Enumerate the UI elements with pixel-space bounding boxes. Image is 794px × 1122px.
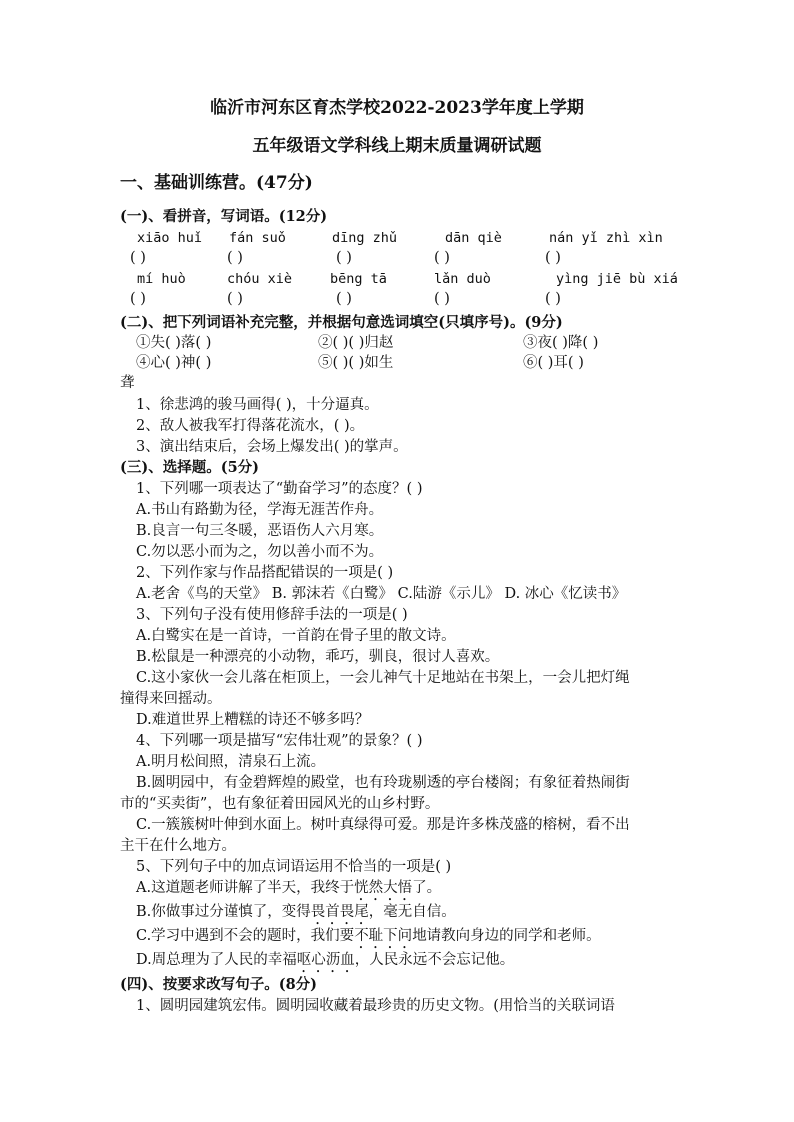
question-line: 1、下列哪一项表达了“勤奋学习”的态度？( ) <box>136 481 423 497</box>
pinyin-6: mí huò <box>137 271 186 287</box>
dotted-word: 不耻下问 <box>354 928 413 944</box>
answer-blank[interactable]: ( ) <box>336 291 352 307</box>
dotted-word: 畏首畏尾 <box>310 904 369 920</box>
answer-blank[interactable]: ( ) <box>130 250 146 266</box>
option-text: 地请教向身边的同学和老师。 <box>412 928 601 944</box>
part4-heading: (四)、按要求改写句子。(8分) <box>120 976 318 993</box>
question-line: 3、下列句子没有使用修辞手法的一项是( ) <box>136 607 408 623</box>
option-text: C.学习中遇到不会的题时，我们要 <box>136 928 355 944</box>
option-line: D.难道世界上糟糕的诗还不够多吗？ <box>136 712 370 728</box>
pinyin-1: xiāo huǐ <box>137 230 203 246</box>
question-line: 2、下列作家与作品搭配错误的一项是( ) <box>136 565 394 581</box>
option-text: 了。 <box>412 880 442 896</box>
section1-heading: 一、基础训练营。(47分) <box>120 173 313 193</box>
q5-option-a <box>136 878 441 904</box>
option-line: B.圆明园中，有金碧辉煌的殿堂，也有玲珑剔透的亭台楼阁；有象征着热闹街 <box>136 775 630 791</box>
part3-heading: (三)、选择题。(5分) <box>120 459 260 476</box>
answer-blank[interactable]: ( ) <box>434 291 450 307</box>
option-line: B.松鼠是一种漂亮的小动物，乖巧，驯良，很讨人喜欢。 <box>136 649 500 665</box>
option-line: C.勿以恶小而为之，勿以善小而不为。 <box>136 544 384 560</box>
pinyin-7: chóu xiè <box>227 271 293 287</box>
dotted-word: 呕心沥血 <box>296 952 355 968</box>
option-text: ，人民永远不会忘记他。 <box>354 952 515 968</box>
option-line-wrap: 主干在什么地方。 <box>120 838 236 854</box>
pinyin-8: bēng tā <box>330 271 387 287</box>
q5-option-d <box>136 950 514 976</box>
answer-blank[interactable]: ( ) <box>227 250 243 266</box>
idiom-fill-3: ③夜( )降( ) <box>523 335 599 351</box>
pinyin-10: yìng jiē bù xiá <box>556 271 678 287</box>
q5-option-c <box>136 926 601 952</box>
idiom-fill-2: ②( )( )归赵 <box>318 335 394 351</box>
answer-blank[interactable]: ( ) <box>434 250 450 266</box>
option-text: ，毫无自信。 <box>368 904 456 920</box>
option-line: B.良言一句三冬暖，恶语伤人六月寒。 <box>136 523 384 539</box>
option-line: A.老舍《鸟的天堂》 B. 郭沫若《白鹭》 C.陆游《示儿》 D. 冰心《忆读书》 <box>136 586 627 602</box>
idiom-fill-6: ⑥( )耳( ) <box>523 355 584 371</box>
idiom-fill-1: ①失( )落( ) <box>136 335 212 351</box>
question-line: 5、下列句子中的加点词语运用不恰当的一项是( ) <box>136 859 452 875</box>
pinyin-9: lǎn duò <box>434 271 491 287</box>
option-line: A.书山有路勤为径，学海无涯苦作舟。 <box>136 502 384 518</box>
part1-heading: (一)、看拼音，写词语。(12分) <box>120 208 328 225</box>
option-text: D.周总理为了人民的幸福 <box>136 952 297 968</box>
part2-heading: (二)、把下列词语补充完整，并根据句意选词填空(只填序号)。(9分) <box>120 314 563 331</box>
option-text: B.你做事过分谨慎了，变得 <box>136 904 311 920</box>
pinyin-5: nán yǐ zhì xìn <box>549 230 663 246</box>
option-line-wrap: 市的“买卖街”，也有象征着田园风光的山乡村野。 <box>120 796 440 812</box>
fill-sentence-1: 1、徐悲鸿的骏马画得( )，十分逼真。 <box>136 397 379 413</box>
answer-blank[interactable]: ( ) <box>227 291 243 307</box>
option-text: A.这道题老师讲解了半天，我终于 <box>136 880 355 896</box>
q5-option-b <box>136 902 456 928</box>
option-line-wrap: 撞得来回摇动。 <box>120 691 222 707</box>
answer-blank[interactable]: ( ) <box>336 250 352 266</box>
option-line: C.这小家伙一会儿落在柜顶上，一会儿神气十足地站在书架上，一会儿把灯绳 <box>136 670 630 686</box>
dotted-word: 恍然大悟 <box>354 880 413 896</box>
idiom-fill-6-wrap: 聋 <box>120 375 135 391</box>
option-line: C.一簇簇树叶伸到水面上。树叶真绿得可爱。那是许多株茂盛的榕树，看不出 <box>136 817 630 833</box>
page-title-line2: 五年级语文学科线上期末质量调研试题 <box>252 136 542 156</box>
idiom-fill-4: ④心( )神( ) <box>136 355 212 371</box>
idiom-fill-5: ⑤( )( )如生 <box>318 355 394 371</box>
answer-blank[interactable]: ( ) <box>545 250 561 266</box>
fill-sentence-3: 3、演出结束后，会场上爆发出( )的掌声。 <box>136 439 408 455</box>
option-line: A.明月松间照，清泉石上流。 <box>136 754 326 770</box>
fill-sentence-2: 2、敌人被我军打得落花流水，( )。 <box>136 418 365 434</box>
pinyin-4: dān qiè <box>445 230 502 246</box>
pinyin-3: dīng zhǔ <box>332 230 398 246</box>
question-line: 4、下列哪一项是描写“宏伟壮观”的景象？( ) <box>136 733 423 749</box>
rewrite-question-1: 1、圆明园建筑宏伟。圆明园收藏着最珍贵的历史文物。(用恰当的关联词语 <box>136 998 615 1014</box>
answer-blank[interactable]: ( ) <box>545 291 561 307</box>
pinyin-2: fán suǒ <box>229 230 286 246</box>
page-title-line1: 临沂市河东区育杰学校2022-2023学年度上学期 <box>210 98 584 118</box>
option-line: A.白鹭实在是一首诗，一首韵在骨子里的散文诗。 <box>136 628 456 644</box>
answer-blank[interactable]: ( ) <box>130 291 146 307</box>
